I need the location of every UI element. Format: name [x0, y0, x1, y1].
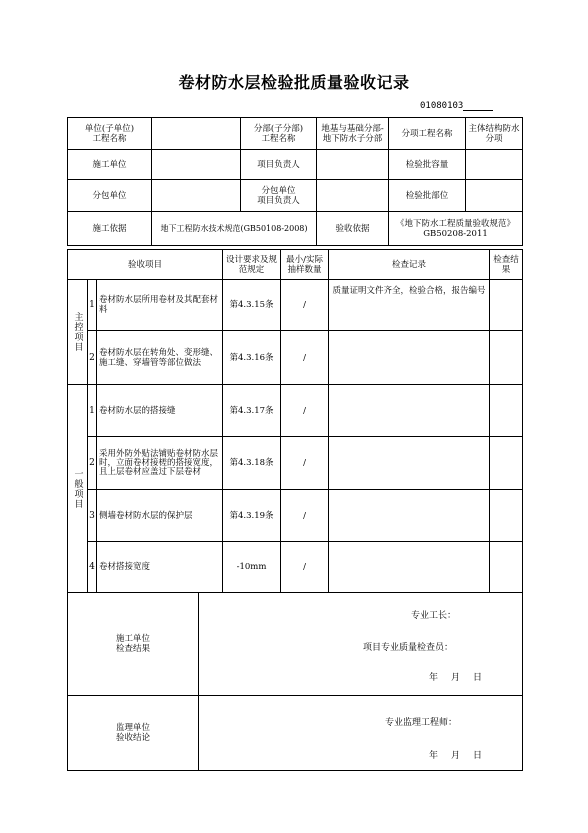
col-sample: 最小/实际抽样数量	[281, 250, 329, 280]
engineer-label: 专业监理工程师：	[385, 717, 458, 728]
item-sample: /	[281, 385, 329, 437]
item-clause: 第4.3.16条	[223, 331, 281, 385]
part-value: 地基与基础分部-地下防水子分部	[317, 118, 389, 150]
capacity-label: 检验批容量	[389, 150, 466, 180]
item-sample: /	[281, 331, 329, 385]
table-row	[68, 542, 523, 593]
supervision-conclusion-body[interactable]	[199, 695, 523, 770]
sub-value[interactable]	[152, 180, 241, 212]
foreman-label: 专业工长：	[411, 611, 457, 621]
item-clause: 第4.3.19条	[223, 490, 281, 542]
row-number: 1	[88, 385, 97, 437]
unit-label: 单位(子单位) 工程名称	[68, 118, 152, 150]
item-clause: -10mm	[223, 542, 281, 593]
capacity-value[interactable]	[466, 150, 523, 180]
accept-value: 《地下防水工程质量验收规范》GB50208-2011	[389, 212, 523, 246]
row-number: 2	[88, 331, 97, 385]
item-clause: 第4.3.15条	[223, 280, 281, 331]
col-design: 设计要求及规范规定	[223, 250, 281, 280]
row-number: 2	[88, 437, 97, 490]
row-number: 4	[88, 542, 97, 593]
page-title: 卷材防水层检验批质量验收记录	[178, 73, 410, 92]
part-pos-value[interactable]	[466, 180, 523, 212]
item-label: 分项工程名称	[389, 118, 466, 150]
supervision-date: 年 月 日	[429, 750, 485, 761]
form-code-blank[interactable]	[463, 101, 493, 111]
sub-pm-value[interactable]	[317, 180, 389, 212]
general-group-label: 一般项目	[68, 385, 88, 593]
conclusion-table	[67, 593, 523, 771]
form-code	[420, 101, 493, 111]
item-record[interactable]	[329, 385, 490, 437]
header-table	[67, 117, 523, 246]
items-table	[67, 249, 523, 593]
table-row	[68, 385, 523, 437]
table-row	[68, 331, 523, 385]
sub-pm-label: 分包单位 项目负责人	[241, 180, 317, 212]
col-result: 检查结果	[490, 250, 523, 280]
item-result[interactable]	[490, 490, 523, 542]
part-label: 分部(子分部) 工程名称	[241, 118, 317, 150]
item-text: 卷材防水层在转角处、变形缝、施工缝、穿墙管等部位做法	[97, 331, 223, 385]
table-row	[68, 437, 523, 490]
constructor-label: 施工单位	[68, 150, 152, 180]
row-number: 3	[88, 490, 97, 542]
item-text: 卷材搭接宽度	[97, 542, 223, 593]
inspector-label: 项目专业质量检查员：	[363, 643, 454, 653]
item-value: 主体结构防水分项	[466, 118, 523, 150]
col-record: 检查记录	[329, 250, 490, 280]
item-sample: /	[281, 490, 329, 542]
sub-label: 分包单位	[68, 180, 152, 212]
table-row	[68, 280, 523, 331]
item-result[interactable]	[490, 280, 523, 331]
item-clause: 第4.3.17条	[223, 385, 281, 437]
pm-label: 项目负责人	[241, 150, 317, 180]
col-item: 验收项目	[68, 250, 223, 280]
item-record[interactable]	[329, 437, 490, 490]
item-record[interactable]	[329, 490, 490, 542]
item-text: 采用外防外贴法铺贴卷材防水层时，立面卷材接槎的搭接宽度，且上层卷材应盖过下层卷材	[97, 437, 223, 490]
supervision-conclusion-label: 监理单位 验收结论	[68, 695, 199, 770]
item-record[interactable]: 质量证明文件齐全，检验合格，报告编号	[329, 280, 490, 331]
part-pos-label: 检验批部位	[389, 180, 466, 212]
item-sample: /	[281, 437, 329, 490]
basis-label: 施工依据	[68, 212, 152, 246]
construction-conclusion-label: 施工单位 检查结果	[68, 593, 199, 695]
pm-value[interactable]	[317, 150, 389, 180]
unit-value[interactable]	[152, 118, 241, 150]
item-result[interactable]	[490, 331, 523, 385]
table-row	[68, 490, 523, 542]
construction-conclusion-body[interactable]	[199, 593, 523, 695]
item-clause: 第4.3.18条	[223, 437, 281, 490]
item-record[interactable]	[329, 542, 490, 593]
constructor-value[interactable]	[152, 150, 241, 180]
row-number: 1	[88, 280, 97, 331]
item-record[interactable]	[329, 331, 490, 385]
accept-label: 验收依据	[317, 212, 389, 246]
item-result[interactable]	[490, 437, 523, 490]
item-text: 卷材防水层所用卷材及其配套材料	[97, 280, 223, 331]
item-result[interactable]	[490, 542, 523, 593]
construction-date: 年 月 日	[429, 673, 485, 683]
item-sample: /	[281, 280, 329, 331]
item-text: 卷材防水层的搭接缝	[97, 385, 223, 437]
item-text: 侧墙卷材防水层的保护层	[97, 490, 223, 542]
form-code-number: 01080103	[420, 101, 464, 111]
main-group-label: 主控项目	[68, 280, 88, 385]
item-sample: /	[281, 542, 329, 593]
basis-value: 地下工程防水技术规范(GB50108-2008)	[152, 212, 317, 246]
item-result[interactable]	[490, 385, 523, 437]
